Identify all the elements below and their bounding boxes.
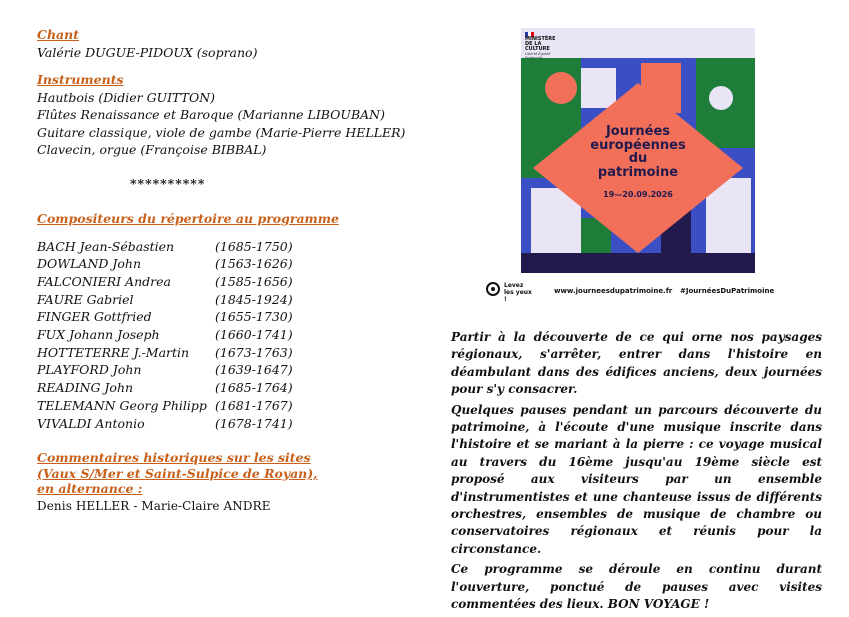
- composer-name: FINGER Gottfried: [37, 309, 152, 325]
- composer-dates: (1681-1767): [215, 397, 293, 413]
- composer-name: FAURE Gabriel: [37, 291, 134, 307]
- composers-heading: Compositeurs du répertoire au programme: [37, 211, 339, 226]
- composer-dates: (1685-1764): [215, 380, 293, 396]
- composer-name: DOWLAND John: [37, 256, 142, 272]
- poster-title: [521, 125, 755, 179]
- instrument-line: Hautbois (Didier GUITTON): [37, 89, 216, 105]
- composer-dates: (1673-1763): [215, 344, 293, 360]
- description-paragraph: Quelques pauses pendant un parcours découverte du patrimoine, à l'écoute d'une musique inscrite dans l'histoire et se mariant à la pierre : ce voyage musical au travers du 16ème jusqu'au 19ème siècle est proposé aux visiteurs par un ensemble d'instrumentistes et une chanteuse issus de différents orchestres, ensembles de musique de chambre ou conservatoires régionaux et réunis pour la circonstance.: [451, 402, 822, 556]
- ministry-line: MINISTÈRE: [525, 36, 556, 42]
- instruments-heading: Instruments: [37, 72, 124, 87]
- composer-name: TELEMANN Georg Philipp: [37, 397, 207, 413]
- comments-heading: [37, 450, 417, 497]
- ministry-logo: [525, 32, 565, 58]
- composer-dates: (1655-1730): [215, 309, 293, 325]
- chant-performer: Valérie DUGUE-PIDOUX (soprano): [37, 44, 258, 60]
- poster-url: www.journeesdupatrimoine.fr: [554, 287, 673, 295]
- comments-heading-line: en alternance :: [37, 481, 143, 497]
- composer-name: FUX Johann Joseph: [37, 327, 160, 343]
- poster-title-line: patrimoine: [597, 164, 679, 180]
- composer-dates: (1563-1626): [215, 256, 293, 272]
- poster-title-line: européennes: [590, 137, 686, 153]
- composer-row: [37, 291, 293, 309]
- composer-dates: (1660-1741): [215, 327, 293, 343]
- composer-name: READING John: [37, 380, 134, 396]
- composer-row: [37, 397, 293, 415]
- composer-row: [37, 344, 293, 362]
- comments-speakers: Denis HELLER - Marie-Claire ANDRE: [37, 498, 271, 513]
- eye-icon: [486, 282, 500, 296]
- composer-name: BACH Jean-Sébastien: [37, 238, 175, 254]
- poster-image: [521, 28, 755, 273]
- poster-slogan: Levez les yeux !: [504, 282, 532, 303]
- composers-table: [37, 238, 293, 433]
- poster-date: 19—20.09.2026: [603, 190, 673, 199]
- composer-row: [37, 361, 293, 379]
- composer-row: [37, 273, 293, 291]
- description-right-column: [451, 329, 822, 617]
- composer-dates: (1585-1656): [215, 273, 293, 289]
- instrument-line: Guitare classique, viole de gambe (Marie-Pierre HELLER): [37, 124, 406, 140]
- poster-title-line: Journées: [605, 124, 671, 139]
- republic-motto: Liberté Égalité: [525, 52, 551, 56]
- composer-row: [37, 326, 293, 344]
- separator-stars: **********: [130, 175, 206, 191]
- instrument-line: Clavecin, orgue (Françoise BIBBAL): [37, 142, 267, 157]
- program-left-column: [37, 26, 417, 515]
- ministry-line: DE LA CULTURE: [525, 41, 550, 52]
- composer-name: FALCONIERI Andrea: [37, 273, 171, 289]
- poster-title-line: du: [628, 151, 648, 166]
- description-paragraph: Ce programme se déroule en continu durant l'ouverture, ponctué de pauses avec visites commentées des lieux. BON VOYAGE !: [451, 562, 822, 612]
- comments-heading-line: Commentaires historiques sur les sites: [37, 450, 311, 466]
- poster-footer: [484, 282, 778, 302]
- composer-name: HOTTETERRE J.-Martin: [37, 344, 190, 360]
- heritage-days-poster: [484, 28, 778, 306]
- composer-name: VIVALDI Antonio: [37, 415, 145, 431]
- composer-row: [37, 308, 293, 326]
- description-paragraph: Partir à la découverte de ce qui orne nos paysages régionaux, s'arrêter, entrer dans l'histoire en déambulant dans des édifices anciens, deux journées pour s'y consacrer.: [451, 330, 822, 397]
- composer-row: [37, 238, 293, 256]
- instrument-line: Flûtes Renaissance et Baroque (Marianne LIBOUBAN): [37, 107, 385, 122]
- composer-dates: (1639-1647): [215, 362, 293, 378]
- poster-hashtag: #JournéesDuPatrimoine: [680, 287, 775, 295]
- comments-block: [37, 450, 417, 515]
- composer-dates: (1845-1924): [215, 291, 293, 307]
- comments-heading-line: (Vaux S/Mer et Saint-Sulpice de Royan),: [37, 465, 318, 481]
- composer-row: [37, 379, 293, 397]
- composer-row: [37, 415, 293, 433]
- chant-heading: Chant: [37, 27, 79, 42]
- composer-dates: (1678-1741): [215, 415, 293, 431]
- composer-name: PLAYFORD John: [37, 362, 142, 378]
- composer-row: [37, 255, 293, 273]
- composer-dates: (1685-1750): [215, 238, 293, 254]
